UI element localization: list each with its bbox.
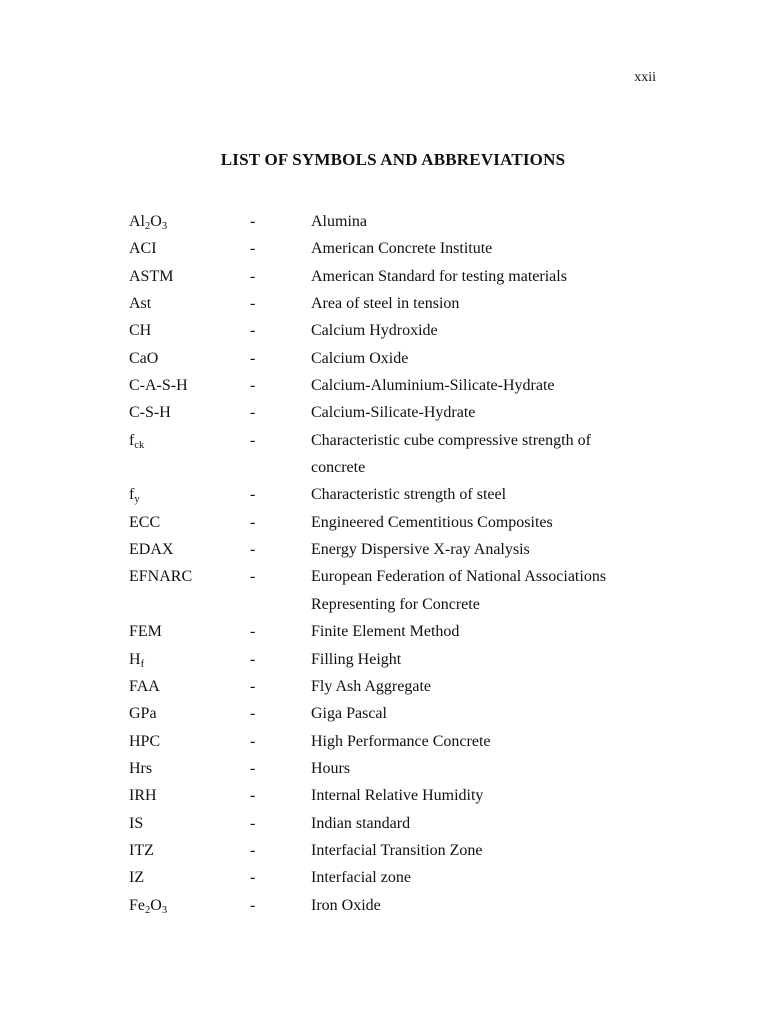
symbol-text: Ast: [129, 295, 152, 313]
separator-dash: -: [250, 814, 256, 832]
definition: [311, 782, 631, 809]
list-item: [0, 864, 768, 891]
definition-line: Energy Dispersive X-ray Analysis: [311, 541, 530, 559]
definition: [311, 563, 631, 618]
separator-dash: -: [250, 404, 256, 422]
symbol: [129, 263, 173, 290]
definition-line: Calcium Hydroxide: [311, 322, 438, 340]
symbol-text: FEM: [129, 623, 162, 641]
definition-line: Fly Ash Aggregate: [311, 677, 431, 695]
symbol: [129, 673, 160, 700]
list-item: [0, 892, 768, 919]
list-item: [0, 372, 768, 399]
definition-line: Calcium-Aluminium-Silicate-Hydrate: [311, 377, 555, 395]
separator-dash: -: [250, 322, 256, 340]
separator-dash: -: [250, 841, 256, 859]
symbol: [129, 345, 158, 372]
symbol-subscript: f: [140, 658, 145, 670]
definition: [311, 399, 631, 426]
symbol: [129, 481, 140, 508]
list-item: [0, 673, 768, 700]
symbol: [129, 728, 160, 755]
definition: [311, 345, 631, 372]
symbol-text: IRH: [129, 787, 157, 805]
symbol: [129, 755, 152, 782]
page-number: xxii: [634, 70, 656, 85]
separator-dash: -: [250, 295, 256, 313]
symbol: [129, 864, 144, 891]
list-item: [0, 837, 768, 864]
list-item: [0, 618, 768, 645]
list-item: [0, 782, 768, 809]
symbol-text: HPC: [129, 732, 161, 750]
symbol: [129, 536, 173, 563]
definition-line: Interfacial zone: [311, 869, 411, 887]
symbol: [129, 700, 157, 727]
definition-line: High Performance Concrete: [311, 732, 491, 750]
symbol: [129, 618, 162, 645]
separator-dash: -: [250, 650, 256, 668]
symbol: [129, 892, 167, 919]
symbol-text: C-A-S-H: [129, 377, 188, 395]
list-item: [0, 345, 768, 372]
definition-line: Calcium-Silicate-Hydrate: [311, 404, 476, 422]
symbol-subscript: y: [134, 494, 140, 506]
definition-line: Internal Relative Humidity: [311, 787, 484, 805]
list-item: [0, 208, 768, 235]
separator-dash: -: [250, 240, 256, 258]
definition-line: Engineered Cementitious Composites: [311, 513, 553, 531]
definition: [311, 618, 631, 645]
separator-dash: -: [250, 677, 256, 695]
symbol-text: FAA: [129, 677, 160, 695]
separator-dash: -: [250, 759, 256, 777]
symbol: [129, 235, 157, 262]
definition-line: Characteristic strength of steel: [311, 486, 507, 504]
list-item: [0, 235, 768, 262]
symbol: [129, 372, 188, 399]
symbol-subscript: ck: [134, 439, 145, 451]
symbol-text: ACI: [129, 240, 157, 258]
symbol: [129, 399, 171, 426]
separator-dash: -: [250, 267, 256, 285]
definition: [311, 536, 631, 563]
symbol: [129, 782, 157, 809]
definition-line: American Standard for testing materials: [311, 267, 567, 285]
definition: [311, 263, 631, 290]
list-item: [0, 399, 768, 426]
definition-line: Alumina: [311, 213, 367, 230]
definition-line: Hours: [311, 759, 351, 777]
definition: [311, 864, 631, 891]
definition-line: concrete: [311, 459, 366, 477]
page-title: LIST OF SYMBOLS AND ABBREVIATIONS: [220, 150, 566, 169]
list-item: [0, 427, 768, 482]
symbol-subscript: 3: [161, 904, 168, 916]
separator-dash: -: [250, 213, 256, 230]
definition-line: Iron Oxide: [311, 896, 381, 914]
symbol-text: IS: [129, 814, 144, 832]
definition: [311, 317, 631, 344]
symbol-text: EFNARC: [129, 568, 193, 586]
separator-dash: -: [250, 541, 256, 559]
definition: [311, 892, 631, 919]
list-item: [0, 646, 768, 673]
definition: [311, 208, 631, 235]
definition: [311, 481, 631, 508]
separator-dash: -: [250, 431, 256, 449]
list-item: [0, 755, 768, 782]
symbol: [129, 317, 151, 344]
symbol-text: Al: [129, 213, 145, 230]
symbol-text: O: [150, 896, 162, 914]
definition-line: Characteristic cube compressive strength of: [311, 431, 591, 449]
symbol-subscript: 3: [161, 221, 168, 232]
symbol: [129, 427, 144, 454]
symbol-text: C-S-H: [129, 404, 171, 422]
list-item: [0, 810, 768, 837]
definition: [311, 755, 631, 782]
list-item: [0, 563, 768, 618]
definition: [311, 427, 631, 482]
definition: [311, 673, 631, 700]
symbol-text: Fe: [129, 896, 145, 914]
separator-dash: -: [250, 896, 256, 914]
list-item: [0, 481, 768, 508]
definition-line: Indian standard: [311, 814, 411, 832]
separator-dash: -: [250, 377, 256, 395]
symbol: [129, 509, 160, 536]
definition: [311, 728, 631, 755]
separator-dash: -: [250, 513, 256, 531]
symbol-text: CaO: [129, 349, 159, 367]
definition-line: Representing for Concrete: [311, 595, 480, 613]
symbol-subscript: 2: [145, 904, 151, 916]
symbol-text: GPa: [129, 705, 157, 723]
symbol-text: H: [129, 650, 141, 668]
separator-dash: -: [250, 349, 256, 367]
symbol: [129, 646, 144, 673]
list-item: [0, 700, 768, 727]
symbol-text: O: [150, 213, 162, 230]
definition-line: Giga Pascal: [311, 705, 387, 723]
list-item: [0, 728, 768, 755]
separator-dash: -: [250, 568, 256, 586]
symbol-text: ITZ: [129, 841, 154, 859]
separator-dash: -: [250, 705, 256, 723]
symbol-text: ASTM: [129, 267, 174, 285]
symbol: [129, 810, 143, 837]
definition-line: Interfacial Transition Zone: [311, 841, 483, 859]
symbol-text: ECC: [129, 513, 161, 531]
definition: [311, 700, 631, 727]
symbol: [129, 563, 192, 590]
definition: [311, 810, 631, 837]
list-item: [0, 263, 768, 290]
symbol-text: IZ: [129, 869, 145, 887]
list-item: [0, 317, 768, 344]
definition-line: Calcium Oxide: [311, 349, 409, 367]
abbreviation-list: [0, 208, 768, 919]
separator-dash: -: [250, 623, 256, 641]
separator-dash: -: [250, 486, 256, 504]
definition: [311, 646, 631, 673]
separator-dash: -: [250, 869, 256, 887]
definition-line: European Federation of National Associations: [311, 568, 607, 586]
symbol-text: f: [129, 486, 135, 504]
list-item: [0, 509, 768, 536]
definition-line: Finite Element Method: [311, 623, 460, 641]
definition-line: American Concrete Institute: [311, 240, 493, 258]
symbol-text: CH: [129, 322, 152, 340]
list-item: [0, 290, 768, 317]
symbol: [129, 837, 154, 864]
symbol-text: EDAX: [129, 541, 174, 559]
definition: [311, 509, 631, 536]
symbol: [129, 290, 151, 317]
definition: [311, 235, 631, 262]
definition-line: Filling Height: [311, 650, 402, 668]
symbol: [129, 208, 167, 235]
definition: [311, 290, 631, 317]
definition-line: Area of steel in tension: [311, 295, 460, 313]
separator-dash: -: [250, 787, 256, 805]
list-item: [0, 536, 768, 563]
symbol-text: f: [129, 431, 135, 449]
separator-dash: -: [250, 732, 256, 750]
definition: [311, 372, 631, 399]
symbol-text: Hrs: [129, 759, 153, 777]
definition: [311, 837, 631, 864]
symbol-subscript: 2: [145, 221, 151, 232]
